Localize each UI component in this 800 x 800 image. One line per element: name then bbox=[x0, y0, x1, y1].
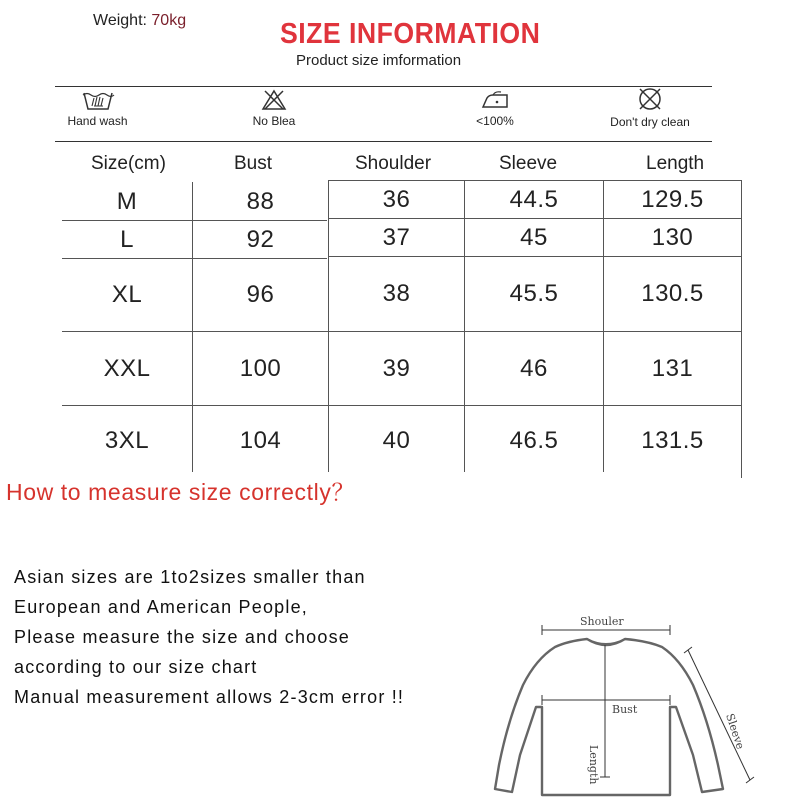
cell-sleeve-xxl: 46 bbox=[520, 354, 548, 382]
care-label-iron: <100% bbox=[476, 114, 514, 128]
sleeve-measure-line bbox=[688, 650, 750, 780]
cell-sleeve-l: 45 bbox=[520, 223, 548, 251]
cell-sleeve-m: 44.5 bbox=[509, 185, 559, 213]
cell-length-xl: 130.5 bbox=[641, 280, 704, 307]
cell-length-l: 130 bbox=[651, 223, 694, 251]
cell-length-xxl: 131 bbox=[651, 354, 694, 382]
care-bottom-divider bbox=[55, 141, 712, 142]
cell-bust-3xl: 104 bbox=[239, 427, 282, 454]
cell-bust-l: 92 bbox=[246, 225, 275, 253]
note-line-2: European and American People, bbox=[14, 597, 308, 617]
sleeve-label: Sleeve bbox=[723, 711, 747, 751]
cell-length-3xl: 131.5 bbox=[641, 427, 704, 454]
cell-sleeve-xl: 45.5 bbox=[509, 280, 559, 307]
measure-heading: How to measure size correctly？ bbox=[6, 479, 356, 505]
weight-label: Weight: bbox=[93, 12, 147, 29]
cell-bust-m: 88 bbox=[246, 188, 275, 215]
cell-size-m: M bbox=[116, 188, 138, 215]
page-title: SIZE INFORMATION bbox=[280, 18, 541, 50]
page-subtitle: Product size imformation bbox=[296, 52, 462, 69]
bust-label: Bust bbox=[612, 703, 638, 716]
care-no-dry-clean bbox=[604, 86, 696, 129]
cell-size-xxl: XXL bbox=[103, 354, 151, 382]
cell-size-xl: XL bbox=[111, 281, 143, 308]
cell-shoulder-xxl: 39 bbox=[382, 354, 411, 382]
hand-wash-icon bbox=[81, 89, 115, 111]
cell-bust-xl: 96 bbox=[246, 281, 275, 308]
garment-outline bbox=[495, 639, 723, 795]
care-label-no-dry-clean: Don't dry clean bbox=[610, 115, 690, 129]
care-label-hand-wash: Hand wash bbox=[67, 114, 128, 128]
cell-shoulder-3xl: 40 bbox=[382, 427, 411, 454]
cell-shoulder-m: 36 bbox=[382, 185, 411, 213]
shoulder-label: Shouler bbox=[580, 615, 624, 628]
col-header-size: Size(cm) bbox=[91, 153, 166, 174]
note-line-1: Asian sizes are 1to2sizes smaller than bbox=[14, 567, 366, 587]
length-label: Length bbox=[587, 745, 600, 785]
note-line-3: Please measure the size and choose bbox=[14, 627, 350, 647]
garment-diagram bbox=[490, 605, 760, 800]
col-header-length: Length bbox=[646, 153, 705, 174]
weight-value: 70kg bbox=[151, 12, 187, 29]
care-iron bbox=[462, 89, 528, 128]
no-dry-clean-icon bbox=[637, 86, 663, 112]
cell-length-m: 129.5 bbox=[641, 185, 704, 213]
note-line-5: Manual measurement allows 2-3cm error !! bbox=[14, 687, 405, 707]
cell-size-3xl: 3XL bbox=[104, 427, 150, 454]
cell-shoulder-l: 37 bbox=[382, 223, 411, 251]
care-hand-wash bbox=[60, 89, 135, 128]
iron-icon bbox=[479, 89, 511, 111]
care-no-bleach bbox=[238, 89, 310, 128]
cell-bust-xxl: 100 bbox=[239, 354, 282, 382]
no-bleach-icon bbox=[261, 89, 287, 111]
col-header-bust: Bust bbox=[234, 153, 273, 174]
weight-text bbox=[93, 12, 186, 30]
col-header-sleeve: Sleeve bbox=[499, 153, 558, 174]
cell-sleeve-3xl: 46.5 bbox=[509, 427, 559, 454]
note-line-4: according to our size chart bbox=[14, 657, 258, 677]
cell-shoulder-xl: 38 bbox=[382, 280, 411, 307]
cell-size-l: L bbox=[120, 225, 134, 253]
care-label-no-bleach: No Blea bbox=[252, 114, 296, 128]
col-header-shoulder: Shoulder bbox=[355, 153, 432, 174]
